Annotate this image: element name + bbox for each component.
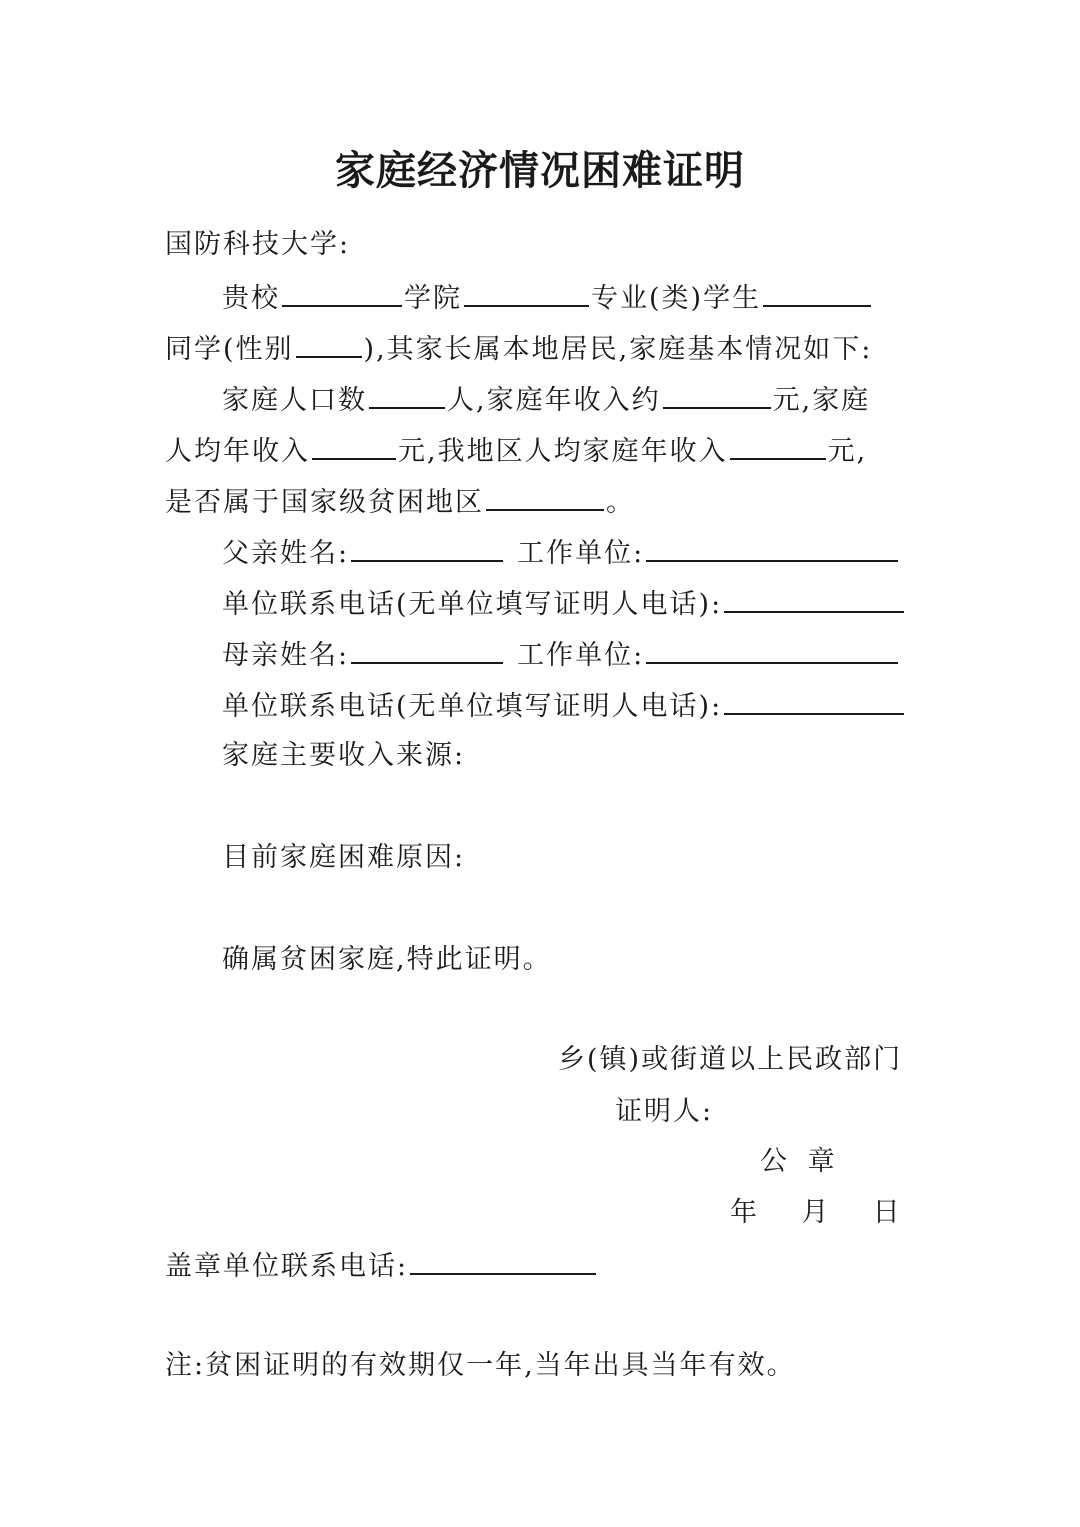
father-line: 父亲姓名: 工作单位:: [222, 532, 900, 574]
poverty-area-blank[interactable]: [486, 481, 604, 511]
stamp-phone-line: 盖章单位联系电话:: [165, 1245, 598, 1287]
mother-phone-line: 单位联系电话(无单位填写证明人电话):: [222, 685, 906, 727]
validity-note: 注:贫困证明的有效期仅一年,当年出具当年有效。: [165, 1350, 796, 1381]
regional-income-blank[interactable]: [730, 430, 826, 460]
mother-phone-blank[interactable]: [724, 685, 904, 715]
income-source-label: 家庭主要收入来源:: [222, 740, 466, 771]
school-blank[interactable]: [282, 277, 402, 307]
student-name-blank[interactable]: [763, 277, 871, 307]
difficulty-reason-label: 目前家庭困难原因:: [222, 842, 466, 873]
annual-income-blank[interactable]: [663, 379, 771, 409]
gender-blank[interactable]: [296, 328, 362, 358]
poverty-area-line: 是否属于国家级贫困地区 。: [165, 481, 635, 523]
household-line-1: 家庭人口数 人,家庭年收入约 元,家庭: [222, 379, 870, 421]
mother-line: 母亲姓名: 工作单位:: [222, 634, 900, 676]
father-phone-line: 单位联系电话(无单位填写证明人电话):: [222, 583, 906, 625]
per-capita-income-blank[interactable]: [312, 430, 396, 460]
salutation: 国防科技大学:: [165, 229, 351, 260]
household-size-blank[interactable]: [369, 379, 445, 409]
document-title: 家庭经济情况困难证明: [335, 147, 745, 194]
issuer-label: 乡(镇)或街道以上民政部门: [558, 1044, 903, 1075]
father-phone-blank[interactable]: [724, 583, 904, 613]
student-info-line: 贵校 学院 专业(类)学生: [222, 277, 873, 319]
official-seal-label: 公 章: [760, 1146, 841, 1177]
mother-name-blank[interactable]: [351, 634, 503, 664]
certify-statement: 确属贫困家庭,特此证明。: [222, 944, 552, 975]
mother-work-blank[interactable]: [646, 634, 898, 664]
witness-label: 证明人:: [615, 1096, 714, 1127]
gender-line: 同学(性别 ),其家长属本地居民,家庭基本情况如下:: [165, 328, 872, 370]
father-name-blank[interactable]: [351, 532, 503, 562]
date-label: 年 月 日: [730, 1197, 902, 1228]
stamp-phone-blank[interactable]: [410, 1245, 596, 1275]
college-blank[interactable]: [464, 277, 589, 307]
household-line-2: 人均年收入 元,我地区人均家庭年收入 元,: [165, 430, 867, 472]
father-work-blank[interactable]: [646, 532, 898, 562]
